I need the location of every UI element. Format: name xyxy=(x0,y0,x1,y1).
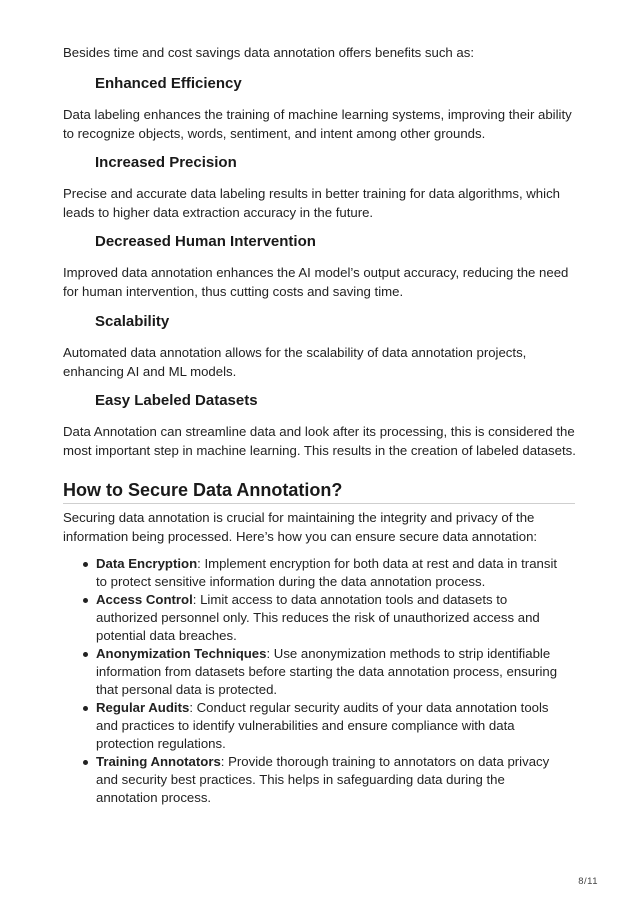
list-item-text: : Limit access to data annotation tools and datasets to authorized personnel only. This reduces the risk of unauthorized access and potential data breaches. xyxy=(96,592,540,643)
intro-paragraph: Besides time and cost savings data annotation offers benefits such as: xyxy=(63,45,475,60)
benefit-heading-efficiency: Enhanced Efficiency xyxy=(95,75,242,92)
list-item xyxy=(63,555,563,591)
benefit-text-human-intervention: Improved data annotation enhances the AI model’s output accuracy, reducing the need for human intervention, thus cutting costs and saving time. xyxy=(63,265,569,299)
list-item-text: : Conduct regular security audits of your data annotation tools and practices to identify vulnerabilities and ensure compliance with data protection regulations. xyxy=(96,700,549,751)
page-number: 8/11 xyxy=(578,876,598,887)
security-practices-list xyxy=(63,555,583,807)
list-item-term: Training Annotators xyxy=(96,754,221,769)
list-item xyxy=(63,645,563,699)
section-title-secure-annotation: How to Secure Data Annotation? xyxy=(63,480,343,500)
security-intro-paragraph: Securing data annotation is crucial for maintaining the integrity and privacy of the information being processed. Here’s how you can ensure secure data annotation: xyxy=(63,510,538,544)
benefit-heading-human-intervention: Decreased Human Intervention xyxy=(95,233,316,250)
list-item xyxy=(63,699,563,753)
list-item xyxy=(63,591,563,645)
bullet-icon xyxy=(83,652,88,657)
section-divider xyxy=(63,503,575,504)
benefit-heading-scalability: Scalability xyxy=(95,313,170,330)
list-item-term: Data Encryption xyxy=(96,556,198,571)
benefit-heading-precision: Increased Precision xyxy=(95,154,237,171)
bullet-icon xyxy=(83,706,88,711)
list-item-text: : Use anonymization methods to strip identifiable information from datasets before starting the data annotation process, ensuring that personal data is protected. xyxy=(96,646,558,697)
bullet-icon xyxy=(83,760,88,765)
benefit-text-labeled-datasets: Data Annotation can streamline data and look after its processing, this is considered the most important step in machine learning. This results in the creation of labeled datasets. xyxy=(63,424,576,458)
list-item-text: : Provide thorough training to annotators on data privacy and security best practices. This helps in safeguarding data during the annotation process. xyxy=(96,754,550,805)
list-item-text: : Implement encryption for both data at rest and data in transit to protect sensitive information during the data annotation process. xyxy=(96,556,558,589)
bullet-icon xyxy=(83,562,88,567)
list-item xyxy=(63,753,563,807)
list-item-term: Anonymization Techniques xyxy=(96,646,267,661)
list-item-term: Regular Audits xyxy=(96,700,190,715)
benefit-text-precision: Precise and accurate data labeling results in better training for data algorithms, which leads to higher data extraction accuracy in the future. xyxy=(63,186,560,220)
bullet-icon xyxy=(83,598,88,603)
benefit-text-scalability: Automated data annotation allows for the scalability of data annotation projects, enhancing AI and ML models. xyxy=(63,345,527,379)
benefit-heading-labeled-datasets: Easy Labeled Datasets xyxy=(95,392,258,409)
benefit-text-efficiency: Data labeling enhances the training of machine learning systems, improving their ability to recognize objects, words, sentiment, and intent among other grounds. xyxy=(63,107,572,141)
list-item-term: Access Control xyxy=(96,592,193,607)
